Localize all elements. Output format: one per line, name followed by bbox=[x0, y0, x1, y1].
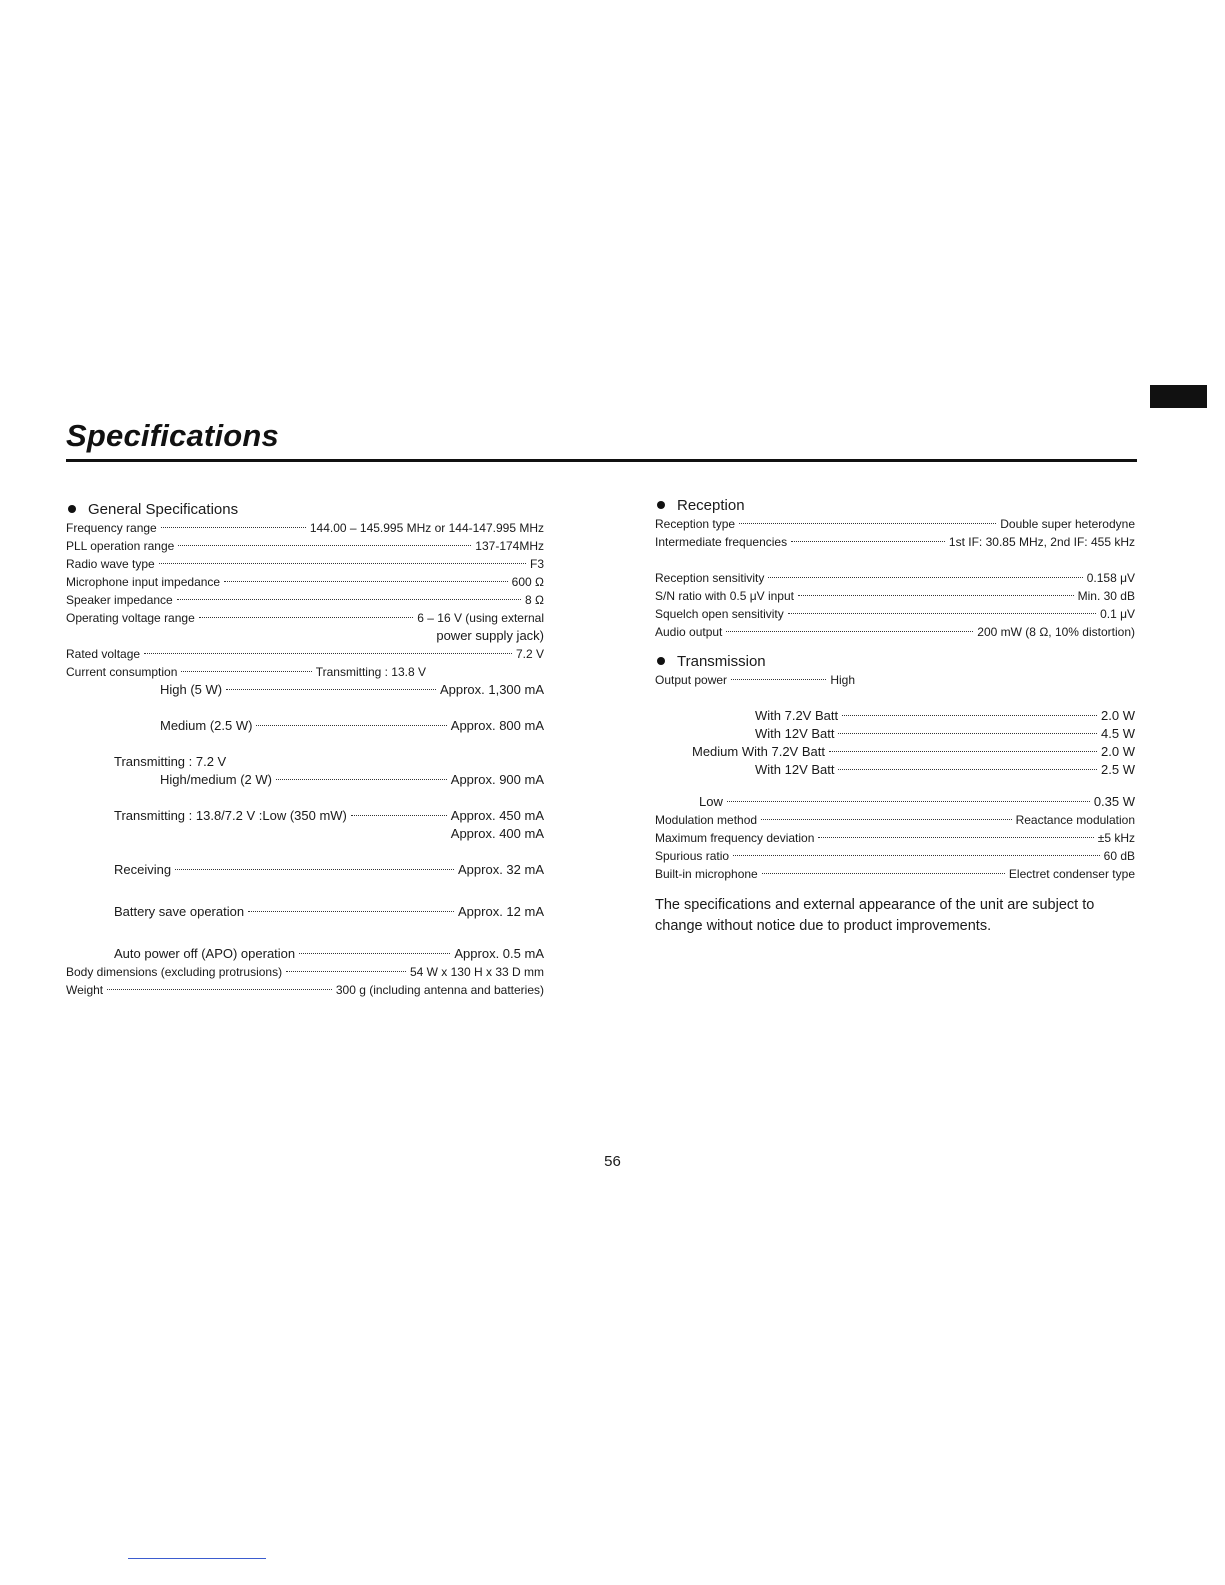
disclaimer-note: The specifications and external appearance of the unit are subject to change without notice due to product improvements. bbox=[655, 897, 1095, 934]
spec-row-speaker-impedance: Speaker impedance 8 Ω bbox=[66, 593, 544, 607]
transmission-heading bbox=[655, 651, 1135, 671]
spec-row-medium-72v: Medium With 7.2V Batt 2.0 W bbox=[692, 744, 1135, 759]
spec-row-microphone: Built-in microphone Electret condenser type bbox=[655, 867, 1135, 881]
spec-row-apo: Auto power off (APO) operation Approx. 0.5 mA bbox=[114, 946, 544, 961]
bullet-icon bbox=[657, 501, 665, 509]
spec-row-mic-impedance: Microphone input impedance 600 Ω bbox=[66, 575, 544, 589]
spec-row-reception-sensitivity: Reception sensitivity 0.158 μV bbox=[655, 571, 1135, 585]
spec-row-deviation: Maximum frequency deviation ±5 kHz bbox=[655, 831, 1135, 845]
bullet-icon bbox=[657, 657, 665, 665]
spec-row-squelch: Squelch open sensitivity 0.1 μV bbox=[655, 607, 1135, 621]
spec-row-high-12v: With 12V Batt 4.5 W bbox=[755, 726, 1135, 741]
spec-row-tx-low: Transmitting : 13.8/7.2 V :Low (350 mW) Approx. 450 mA bbox=[114, 808, 544, 823]
spec-row-pll-range: PLL operation range 137-174MHz bbox=[66, 539, 544, 553]
page-number: 56 bbox=[604, 1153, 621, 1170]
spec-row-radio-wave: Radio wave type F3 bbox=[66, 557, 544, 571]
spec-row-modulation: Modulation method Reactance modulation bbox=[655, 813, 1135, 827]
spec-row-sn-ratio: S/N ratio with 0.5 μV input Min. 30 dB bbox=[655, 589, 1135, 603]
general-heading-text: General Specifications bbox=[88, 500, 239, 518]
general-heading bbox=[66, 499, 544, 519]
spec-row-output-power: Output power High bbox=[655, 673, 855, 687]
bottom-underline bbox=[128, 1558, 266, 1559]
transmission-heading-text: Transmission bbox=[677, 652, 766, 670]
reception-transmission-section bbox=[655, 495, 1135, 937]
title-rule bbox=[66, 459, 1137, 462]
spec-row-tx138-medium: Medium (2.5 W) Approx. 800 mA bbox=[160, 718, 544, 733]
spec-row-weight: Weight 300 g (including antenna and batteries) bbox=[66, 983, 544, 997]
spec-row-high-72v: With 7.2V Batt 2.0 W bbox=[755, 708, 1135, 723]
spec-row-frequency-range: Frequency range 144.00 – 145.995 MHz or 144-147.995 MHz bbox=[66, 521, 544, 535]
spec-row-intermediate-frequencies: Intermediate frequencies 1st IF: 30.85 MHz, 2nd IF: 455 kHz bbox=[655, 535, 1135, 549]
page-title: Specifications bbox=[66, 418, 279, 453]
spec-row-medium-12v: With 12V Batt 2.5 W bbox=[755, 762, 1135, 777]
tx72-title: Transmitting : 7.2 V bbox=[114, 754, 227, 769]
spec-row-current-consumption: Current consumption Transmitting : 13.8 V bbox=[66, 665, 426, 679]
spec-row-tx138-high: High (5 W) Approx. 1,300 mA bbox=[160, 682, 544, 697]
spec-row-low: Low 0.35 W bbox=[699, 794, 1135, 809]
section-tab-marker bbox=[1150, 385, 1207, 408]
general-specifications-section bbox=[66, 499, 544, 999]
spec-row-receiving: Receiving Approx. 32 mA bbox=[114, 862, 544, 877]
spec-row-spurious: Spurious ratio 60 dB bbox=[655, 849, 1135, 863]
spec-row-battery-save: Battery save operation Approx. 12 mA bbox=[114, 904, 544, 919]
operating-voltage-continued: power supply jack) bbox=[436, 628, 544, 643]
reception-heading-text: Reception bbox=[677, 496, 745, 514]
spec-row-operating-voltage: Operating voltage range 6 – 16 V (using external bbox=[66, 611, 544, 625]
spec-row-rated-voltage: Rated voltage 7.2 V bbox=[66, 647, 544, 661]
tx-low-value-2: Approx. 400 mA bbox=[450, 826, 544, 841]
reception-heading bbox=[655, 495, 1135, 515]
bullet-icon bbox=[68, 505, 76, 513]
medium-label: Medium bbox=[692, 744, 739, 759]
spec-row-audio-output: Audio output 200 mW (8 Ω, 10% distortion) bbox=[655, 625, 1135, 639]
spec-row-reception-type: Reception type Double super heterodyne bbox=[655, 517, 1135, 531]
spec-row-body-dimensions: Body dimensions (excluding protrusions) 54 W x 130 H x 33 D mm bbox=[66, 965, 544, 979]
spec-row-tx72-highmedium: High/medium (2 W) Approx. 900 mA bbox=[160, 772, 544, 787]
